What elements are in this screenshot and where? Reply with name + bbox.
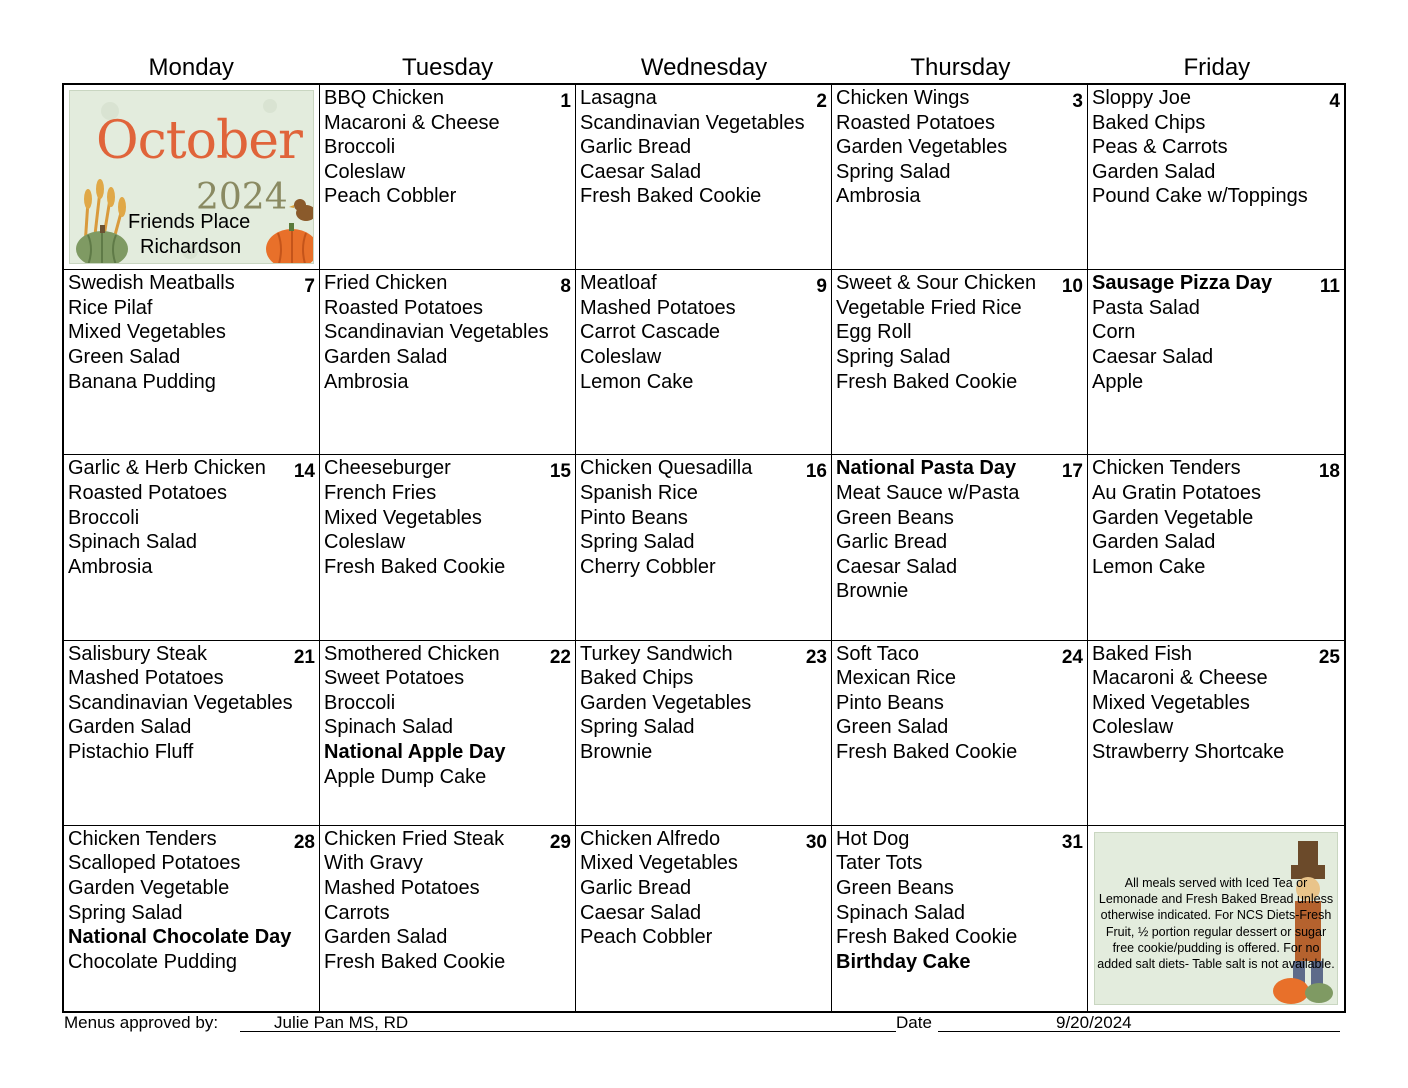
menu-item: Mashed Potatoes [68, 667, 224, 690]
day-number: 10 [1061, 276, 1083, 298]
menu-item: Garden Vegetables [580, 691, 752, 714]
menu-item: Sausage Pizza Day [1092, 272, 1273, 295]
weekday-friday: Friday [1183, 54, 1251, 81]
menu-item-list [836, 642, 1017, 765]
approval-footer [64, 1013, 1344, 1033]
approved-by-label: Menus approved by: [64, 1013, 219, 1032]
menu-item: Cherry Cobbler [580, 555, 716, 578]
day-cell [576, 270, 832, 455]
menu-item: Mashed Potatoes [580, 296, 736, 319]
menu-item: Baked Chips [580, 667, 694, 690]
menu-item: Banana Pudding [68, 370, 216, 393]
day-number: 28 [293, 831, 315, 853]
day-cell [320, 270, 576, 455]
menu-item-list [1092, 271, 1272, 394]
menu-item: Sloppy Joe [1092, 87, 1191, 109]
menu-item: Green Salad [836, 716, 949, 739]
day-cell [320, 826, 576, 1011]
day-number: 21 [293, 646, 315, 668]
menu-item: Garlic Bread [580, 136, 692, 159]
menu-item: Apple Dump Cake [324, 765, 487, 788]
menu-item: Fresh Baked Cookie [324, 950, 506, 973]
menu-item: National Pasta Day [836, 457, 1017, 480]
menu-item: Spring Salad [836, 345, 951, 368]
menu-item: National Apple Day [324, 740, 506, 763]
menu-item: Garlic Bread [836, 531, 948, 554]
menu-item: Peach Cobbler [324, 185, 457, 208]
menu-item: Au Gratin Potatoes [1092, 481, 1261, 504]
day-number: 18 [1318, 461, 1340, 483]
menu-item: Ambrosia [836, 185, 921, 208]
day-cell [832, 826, 1088, 1011]
menu-item: Green Beans [836, 506, 954, 529]
menu-item: Sweet Potatoes [324, 667, 465, 690]
menu-item: Lasagna [580, 87, 657, 109]
menu-item: Turkey Sandwich [580, 642, 733, 665]
meal-note-cell [1088, 826, 1344, 1011]
menu-item: Green Salad [68, 345, 181, 368]
day-cell [832, 270, 1088, 455]
menu-item: Scandinavian Vegetables [580, 111, 805, 134]
menu-item-list [580, 86, 805, 209]
menu-item: Ambrosia [68, 555, 153, 578]
menu-item: Baked Chips [1092, 111, 1206, 134]
day-cell [64, 270, 320, 455]
menu-item: Ambrosia [324, 370, 409, 393]
menu-item: Corn [1092, 321, 1136, 344]
menu-item: Garden Vegetables [836, 136, 1008, 159]
day-number: 15 [549, 461, 571, 483]
menu-item: Salisbury Steak [68, 642, 207, 665]
day-cell [320, 641, 576, 826]
menu-item: Birthday Cake [836, 950, 971, 973]
weekday-thursday: Thursday [910, 54, 1011, 81]
day-cell [1088, 455, 1344, 640]
menu-item-list [324, 642, 506, 790]
menu-item-list [580, 642, 751, 765]
day-cell [1088, 85, 1344, 270]
menu-item: Peach Cobbler [580, 926, 713, 949]
menu-item: Garden Vegetable [1092, 506, 1254, 529]
menu-item: Chicken Tenders [68, 827, 217, 850]
day-number: 9 [816, 276, 827, 298]
menu-item-list [68, 271, 235, 394]
weekday-wednesday: Wednesday [640, 54, 768, 81]
day-cell [576, 826, 832, 1011]
menu-item: Soft Taco [836, 642, 920, 665]
menu-item: Fresh Baked Cookie [836, 740, 1018, 763]
menu-item: Roasted Potatoes [836, 111, 995, 134]
menu-item: Chicken Wings [836, 87, 970, 109]
menu-item: Pistachio Fluff [68, 740, 194, 763]
menu-item: Tater Tots [836, 852, 923, 875]
menu-item: Garden Vegetable [68, 876, 230, 899]
menu-item: Caesar Salad [580, 901, 702, 924]
menu-item: Coleslaw [1092, 716, 1174, 739]
menu-item: Chicken Alfredo [580, 827, 721, 850]
menu-item: Coleslaw [324, 160, 406, 183]
menu-item: Roasted Potatoes [68, 481, 227, 504]
menu-item: Caesar Salad [580, 160, 702, 183]
day-number: 16 [805, 461, 827, 483]
menu-item: Fried Chicken [324, 272, 448, 295]
day-number: 4 [1329, 91, 1340, 112]
menu-item: Caesar Salad [836, 555, 958, 578]
menu-item: Meatloaf [580, 272, 657, 295]
banner-year: 2024 [196, 177, 288, 218]
menu-item: Broccoli [324, 136, 396, 159]
meal-note-box [1094, 832, 1338, 1005]
banner-location-line2: Richardson [140, 236, 242, 258]
day-number: 7 [304, 276, 315, 298]
weekday-header [63, 53, 1345, 83]
menu-item: Strawberry Shortcake [1092, 740, 1285, 763]
menu-item: Green Beans [836, 876, 954, 899]
menu-calendar-grid [62, 83, 1346, 1013]
day-cell [64, 826, 320, 1011]
menu-item: Fresh Baked Cookie [836, 370, 1018, 393]
menu-item: Chicken Quesadilla [580, 457, 753, 480]
menu-item: Garden Salad [68, 716, 192, 739]
menu-item: Mixed Vegetables [68, 321, 226, 344]
meal-note-text: All meals served with Iced Tea or Lemonade and Fresh Baked Bread unless otherwise indicated. For NCS Diets-Fresh Fruit, ½ portion regular dessert or sugar free cookie/pudding is offered. For no added salt diets- Table salt is not available. [1097, 875, 1335, 972]
date-value: 9/20/2024 [1056, 1013, 1132, 1032]
month-banner-cell [64, 85, 320, 270]
menu-item: Swedish Meatballs [68, 272, 235, 295]
menu-item: Pound Cake w/Toppings [1092, 185, 1308, 208]
menu-item: Coleslaw [324, 531, 406, 554]
menu-item: Brownie [580, 740, 653, 763]
menu-item-list [836, 827, 1017, 975]
menu-item: Spring Salad [68, 901, 183, 924]
menu-item: Apple [1092, 370, 1144, 393]
day-cell [1088, 641, 1344, 826]
menu-item: Carrots [324, 901, 390, 924]
menu-item: Chicken Fried Steak [324, 827, 505, 850]
menu-item: BBQ Chicken [324, 87, 445, 109]
menu-item-list [1092, 456, 1261, 579]
menu-item: Chicken Tenders [1092, 457, 1241, 480]
menu-item: Lemon Cake [580, 370, 694, 393]
menu-item: Macaroni & Cheese [1092, 667, 1268, 690]
menu-item: National Chocolate Day [68, 926, 292, 949]
day-cell [576, 85, 832, 270]
menu-item-list [836, 271, 1036, 394]
menu-item: Sweet & Sour Chicken [836, 272, 1037, 295]
menu-item: Spring Salad [836, 160, 951, 183]
menu-item-list [580, 827, 738, 950]
menu-item: Pinto Beans [836, 691, 944, 714]
menu-item-list [68, 642, 293, 765]
menu-item-list [68, 827, 291, 975]
day-cell [320, 455, 576, 640]
menu-item-list [324, 456, 505, 579]
menu-item: Cheeseburger [324, 457, 451, 480]
day-number: 23 [805, 646, 827, 668]
menu-item: Pasta Salad [1092, 296, 1200, 319]
weekday-tuesday: Tuesday [402, 54, 494, 81]
menu-item: Meat Sauce w/Pasta [836, 481, 1020, 504]
menu-item: With Gravy [324, 852, 423, 875]
menu-item: Pinto Beans [580, 506, 688, 529]
menu-item: Fresh Baked Cookie [836, 926, 1018, 949]
menu-item-list [324, 827, 505, 975]
menu-item: Spring Salad [580, 716, 695, 739]
menu-item-list [1092, 642, 1284, 765]
day-cell [576, 455, 832, 640]
menu-item: Baked Fish [1092, 642, 1193, 665]
menu-item: Scandinavian Vegetables [68, 691, 293, 714]
menu-item: Roasted Potatoes [324, 296, 483, 319]
menu-item: Mixed Vegetables [1092, 691, 1250, 714]
menu-item: Scandinavian Vegetables [324, 321, 549, 344]
menu-item: Garden Salad [1092, 531, 1216, 554]
menu-item: Macaroni & Cheese [324, 111, 500, 134]
day-number: 22 [549, 646, 571, 668]
menu-item-list [68, 456, 266, 579]
menu-item: Lemon Cake [1092, 555, 1206, 578]
menu-item: Garden Salad [324, 345, 448, 368]
menu-item: Garden Salad [1092, 160, 1216, 183]
menu-item: Chocolate Pudding [68, 950, 238, 973]
menu-item: Spanish Rice [580, 481, 698, 504]
menu-item: Rice Pilaf [68, 296, 153, 319]
menu-item: Spinach Salad [68, 531, 197, 554]
day-number: 8 [560, 276, 571, 298]
menu-item: Smothered Chicken [324, 642, 500, 665]
approved-by-name: Julie Pan MS, RD [274, 1013, 409, 1032]
menu-item: Broccoli [324, 691, 396, 714]
day-cell [832, 641, 1088, 826]
menu-item: Vegetable Fried Rice [836, 296, 1022, 319]
banner-month: October [96, 111, 302, 171]
menu-item-list [836, 86, 1007, 209]
day-number: 14 [293, 461, 315, 483]
day-cell [832, 85, 1088, 270]
menu-item-list [324, 271, 549, 394]
day-number: 24 [1061, 646, 1083, 668]
menu-item: Egg Roll [836, 321, 912, 344]
menu-item: Fresh Baked Cookie [324, 555, 506, 578]
day-cell [832, 455, 1088, 640]
menu-item: Spinach Salad [836, 901, 965, 924]
day-number: 29 [549, 831, 571, 853]
menu-item: Broccoli [68, 506, 140, 529]
day-number: 25 [1318, 646, 1340, 668]
menu-item-list [580, 271, 736, 394]
day-number: 31 [1061, 831, 1083, 853]
weekday-monday: Monday [148, 54, 234, 81]
menu-item-list [580, 456, 752, 579]
day-number: 3 [1072, 91, 1083, 112]
day-cell [64, 641, 320, 826]
menu-item-list [1092, 86, 1308, 209]
day-number: 30 [805, 831, 827, 853]
menu-item-list [836, 456, 1019, 604]
menu-item: French Fries [324, 481, 437, 504]
menu-item: Mixed Vegetables [580, 852, 738, 875]
banner-location-line1: Friends Place [128, 211, 251, 233]
menu-item: Garlic Bread [580, 876, 692, 899]
menu-item: Spinach Salad [324, 716, 453, 739]
day-number: 1 [560, 91, 571, 112]
menu-item: Garden Salad [324, 926, 448, 949]
menu-item: Fresh Baked Cookie [580, 185, 762, 208]
day-cell [64, 455, 320, 640]
month-banner [69, 90, 314, 264]
menu-item-list [324, 86, 500, 209]
day-cell [576, 641, 832, 826]
menu-item: Mexican Rice [836, 667, 957, 690]
menu-item: Carrot Cascade [580, 321, 721, 344]
day-number: 11 [1319, 276, 1340, 298]
date-underline [938, 1031, 1340, 1032]
menu-item: Caesar Salad [1092, 345, 1214, 368]
day-number: 17 [1061, 461, 1083, 483]
menu-item: Scalloped Potatoes [68, 852, 241, 875]
menu-item: Spring Salad [580, 531, 695, 554]
day-cell [320, 85, 576, 270]
menu-item: Coleslaw [580, 345, 662, 368]
menu-item: Peas & Carrots [1092, 136, 1228, 159]
menu-item: Hot Dog [836, 827, 910, 850]
menu-item: Brownie [836, 580, 909, 603]
menu-item: Mixed Vegetables [324, 506, 482, 529]
menu-item: Mashed Potatoes [324, 876, 480, 899]
day-cell [1088, 270, 1344, 455]
menu-item: Garlic & Herb Chicken [68, 457, 266, 480]
date-label: Date [896, 1013, 932, 1032]
day-number: 2 [816, 91, 827, 112]
